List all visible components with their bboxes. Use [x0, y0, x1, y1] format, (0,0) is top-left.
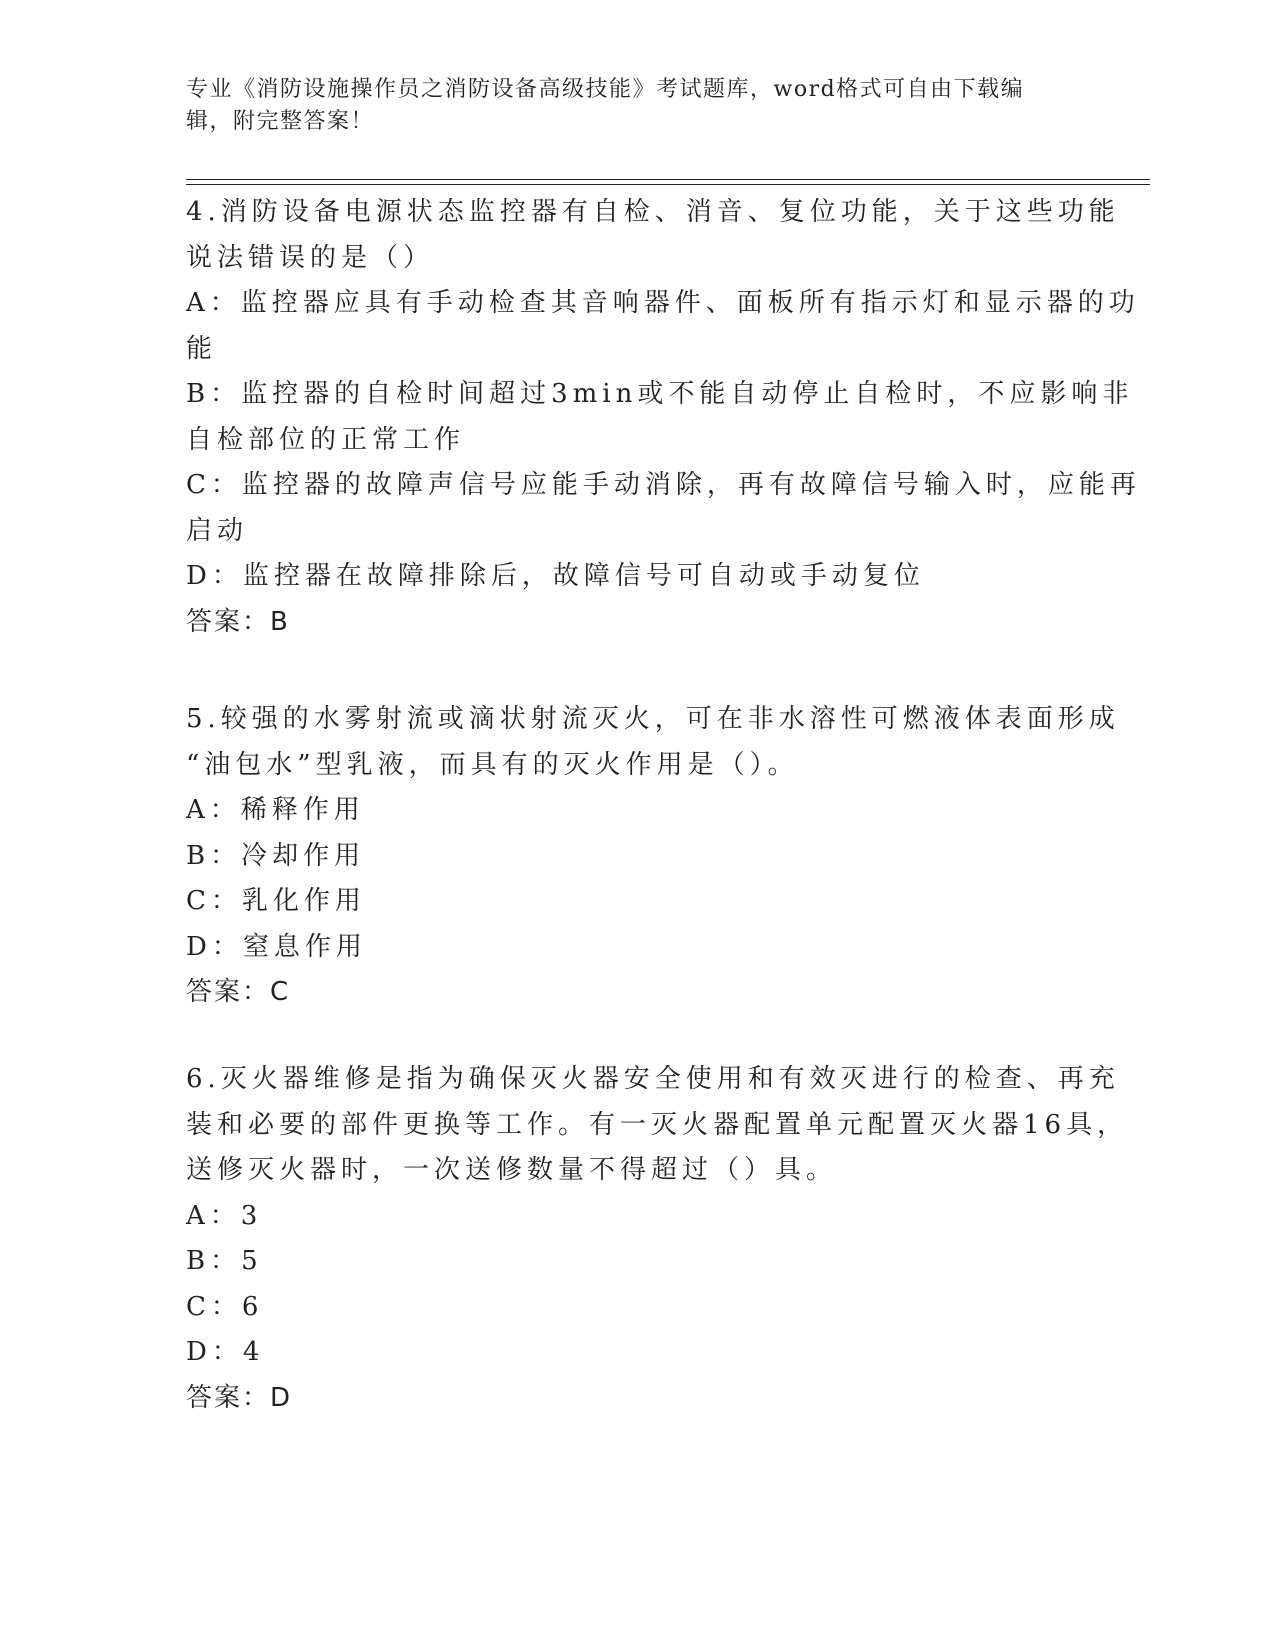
option-d-line: D：监控器在故障排除后，故障信号可自动或手动复位 [186, 561, 925, 591]
option-c-line: 启动 [186, 515, 249, 546]
header-divider-bottom [186, 184, 1150, 185]
header-divider-top [186, 179, 1150, 180]
option-b-line: B：冷却作用 [186, 840, 366, 871]
option-b-line: B：5 [186, 1246, 263, 1276]
option-d-line: D：4 [186, 1337, 265, 1367]
header-line-1: 专业《消防设施操作员之消防设备高级技能》考试题库，word格式可自由下载编 [186, 77, 1025, 102]
question-stem-line: 说法错误的是（） [186, 242, 435, 273]
answer-label: 答案：D [186, 1382, 293, 1413]
header-line-2: 辑，附完整答案！ [186, 109, 375, 134]
option-b-line: B：监控器的自检时间超过3min或不能自动停止自检时，不应影响非 [186, 379, 1134, 409]
option-a-line: 能 [186, 333, 218, 364]
answer-label: 答案：B [186, 606, 290, 637]
option-c-line: C：监控器的故障声信号应能手动消除，再有故障信号输入时，应能再 [186, 470, 1141, 500]
question-4 [186, 190, 1141, 645]
question-6 [186, 1057, 1129, 1421]
question-stem-line: “油包水”型乳液，而具有的灭火作用是（）。 [186, 749, 799, 780]
question-stem-line: 4.消防设备电源状态监控器有自检、消音、复位功能，关于这些功能 [186, 197, 1120, 227]
question-stem-line: 6.灭火器维修是指为确保灭火器安全使用和有效灭进行的检查、再充 [186, 1064, 1120, 1094]
answer-label: 答案：C [186, 977, 291, 1007]
question-5 [186, 697, 1120, 1016]
option-c-line: C：乳化作用 [186, 886, 366, 916]
option-a-line: A：监控器应具有手动检查其音响器件、面板所有指示灯和显示器的功 [186, 288, 1140, 318]
option-c-line: C：6 [186, 1291, 264, 1322]
question-stem-line: 送修灭火器时，一次送修数量不得超过（）具。 [186, 1155, 838, 1185]
option-a-line: A：3 [186, 1200, 263, 1231]
option-d-line: D：窒息作用 [186, 931, 367, 962]
question-stem-line: 5.较强的水雾射流或滴状射流灭火，可在非水溶性可燃液体表面形成 [186, 704, 1120, 734]
question-stem-line: 装和必要的部件更换等工作。有一灭火器配置单元配置灭火器16具， [186, 1109, 1129, 1140]
option-b-line: 自检部位的正常工作 [186, 424, 466, 455]
option-a-line: A：稀释作用 [186, 795, 365, 825]
document-header-note [186, 74, 1066, 138]
